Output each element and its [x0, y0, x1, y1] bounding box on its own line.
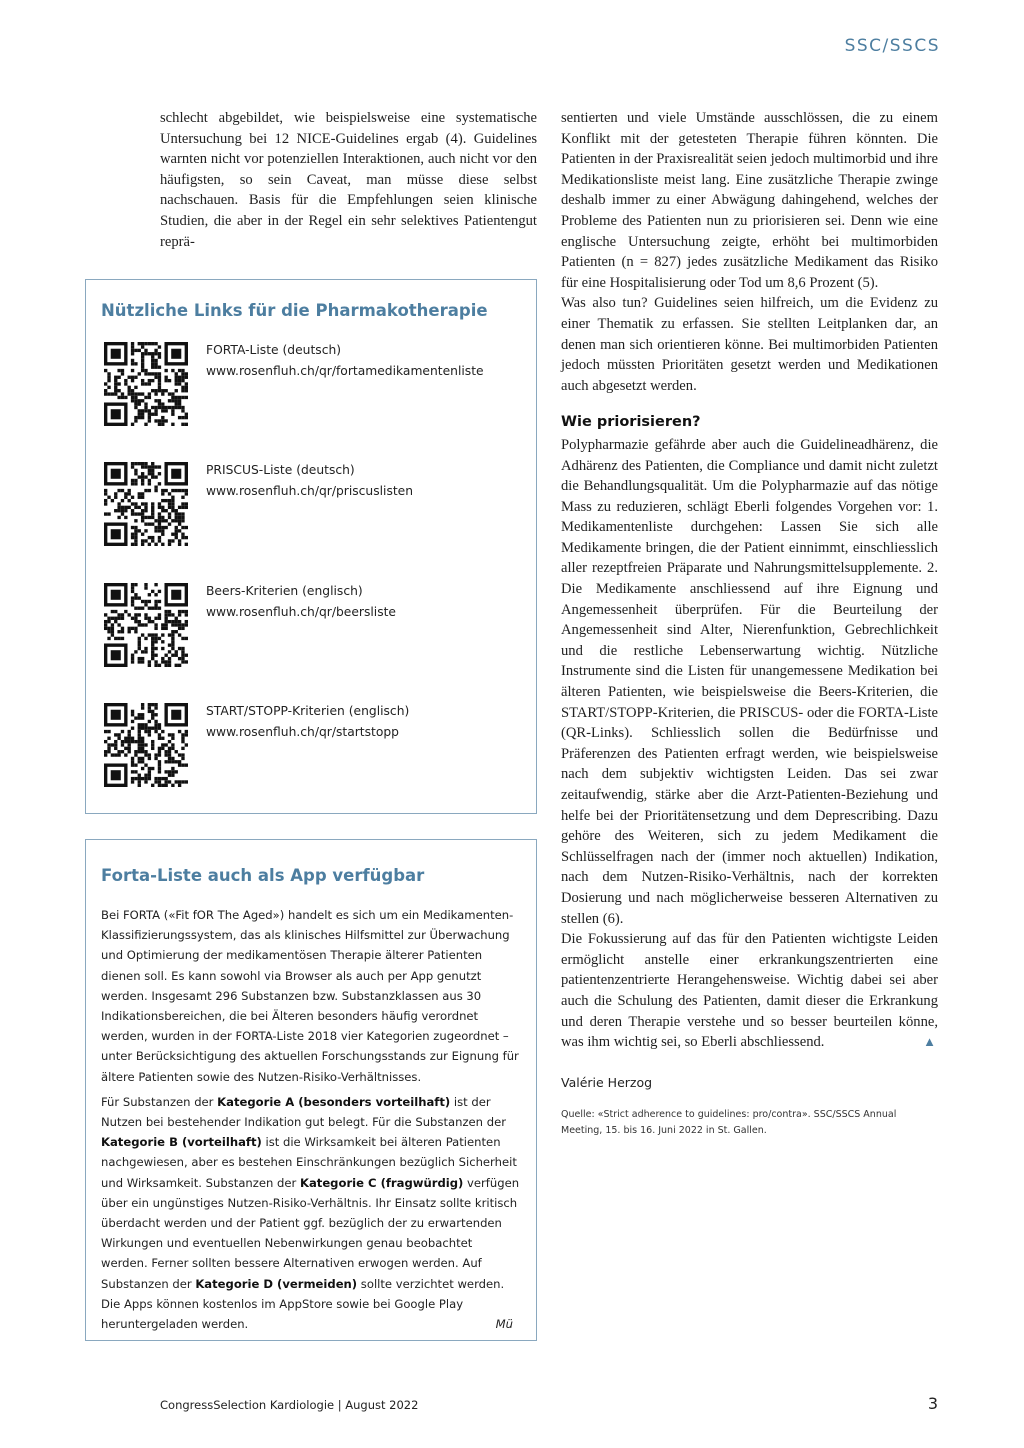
link-url[interactable]: www.rosenfluh.ch/qr/beersliste: [206, 604, 396, 619]
link-url[interactable]: www.rosenfluh.ch/qr/startstopp: [206, 724, 399, 739]
right-paragraph-3: Polypharmazie gefährde aber auch die Guidelineadhärenz, die Adhärenz des Patienten, die Compliance und damit nicht zuletzt die Behandlungsqualität. Um die Polypharmazie auf das nötige Mass zu reduzieren, schlägt Eberli folgendes Vorgehen vor: 1. Medikamentenliste durchgehen: Lassen Sie sich alle Medikamente bringen, die der Patient einnimmt, einschliesslich aller rezeptfreien Präparate und Nahrungsmittelsupplemente. 2. Die Medikamente anschliessend auf ihre Eignung und Angemessenheit überprüfen. Für die Beurteilung der Angemessenheit sind Alter, Nierenfunktion, Gebrechlichkeit und die restliche Lebenserwartung wichtig. Nützliche Instrumente sind die Listen für unangemessene Medikation bei älteren Patienten, wie beispielsweise die Beers-Kriterien, die START/STOPP-Kriterien, die PRISCUS- oder die FORTA-Liste (QR-Links). Schliesslich sollen die Bedürfnisse und Präferenzen des Patienten erfragt werden, wie beispielsweise nach dem subjektiv wichtigsten Leiden. Das sei zwar zeitaufwendig, stärke aber die Arzt-Patienten-Beziehung und helfe bei der Prioritätensetzung und dem Deprescribing. Dazu gehöre des Weiteren, sich zu jedem Medikament die Schlüsselfragen nach der (immer noch aktuellen) Indikation, nach dem Nutzen-Risiko-Verhältnis, nach der korrekten Dosierung und nach möglicherweise besseren Alternativen zu stellen (6).: [561, 436, 938, 927]
right-column: [561, 108, 938, 1139]
section-tag: SSC/SSCS: [844, 36, 940, 56]
footer-publication: CongressSelection Kardiologie | August 2022: [160, 1398, 419, 1412]
link-item[interactable]: [104, 583, 524, 673]
forta-paragraph-2: Für Substanzen der Kategorie A (besonders vorteilhaft) ist der Nutzen bei bestehender Indikation gut belegt. Für die Substanzen der Kategorie B (vorteilhaft) ist die Wirksamkeit bei älteren Patienten nachgewiesen, aber es bestehen Einschränkungen bezüglich Sicherheit und Wirksamkeit. Substanzen der Kategorie C (fragwürdig) verfügen über ein ungünstiges Nutzen-Risiko-Verhältnis. Ihr Einsatz sollte kritisch überdacht werden und der Patient ggf. bezüglich der zu erwartenden Wirkungen und eventuellen Nebenwirkungen genau beobachtet werden. Ferner sollten bessere Alternativen erwogen werden. Auf Substanzen der Kategorie D (vermeiden) sollte verzichtet werden. Die Apps können kostenlos im AppStore sowie bei Google Play heruntergeladen werden. Mü: [101, 1092, 521, 1334]
category-b: Kategorie B (vorteilhaft): [101, 1135, 262, 1150]
link-url[interactable]: www.rosenfluh.ch/qr/priscuslisten: [206, 483, 414, 498]
forta-paragraph-1: Bei FORTA («Fit fOR The Aged») handelt es sich um ein Medikamenten-Klassifizierungssystem, das als klinisches Hilfsmittel zur Überwachung und Optimierung der medikamentösen Therapie älterer Patienten dienen soll. Es kann sowohl via Browser als auch per App genutzt werden. Insgesamt 296 Substanzen bzw. Substanzklassen aus 30 Indikationsbereichen, die bei Älteren besonders häufig verordnet werden, wurden in der FORTA-Liste 2018 vier Kategorien zugeordnet – unter Berücksichtigung des aktuellen Forschungsstands zur Eignung für ältere Patienten sowie des Nutzen-Risiko-Verhältnisses.: [101, 908, 519, 1084]
page-number: 3: [927, 1394, 938, 1413]
category-d: Kategorie D (vermeiden): [195, 1276, 358, 1291]
source-note: Quelle: «Strict adherence to guidelines: pro/contra». SSC/SSCS Annual Meeting, 15. bis 16. Juni 2022 in St. Gallen.: [561, 1109, 897, 1137]
end-mark-icon: ▲: [923, 1034, 936, 1050]
link-item[interactable]: [104, 342, 524, 432]
link-url[interactable]: www.rosenfluh.ch/qr/fortamedikamentenliste: [206, 363, 484, 378]
link-label: START/STOPP-Kriterien (englisch): [206, 704, 410, 718]
signature: Mü: [495, 1317, 513, 1332]
category-c: Kategorie C (fragwürdig): [299, 1175, 464, 1190]
forta-box-body: [101, 905, 521, 1334]
link-item[interactable]: [104, 462, 524, 552]
forta-box: [85, 839, 537, 1341]
right-paragraph-4: Die Fokussierung auf das für den Patienten wichtigste Leiden ermöglicht anstelle einer erkrankungszentrierten eine patientenzentrierte Herangehensweise. Wichtig dabei sei aber auch die Schulung des Patienten, damit dieser die Erkrankung und deren Therapie verstehe und so besser beurteilen könne, was ihm wichtig sei, so Eberli abschliessend. ▲: [561, 929, 938, 1053]
link-item[interactable]: [104, 703, 524, 793]
qr-code-icon[interactable]: [104, 583, 188, 667]
links-box-title: Nützliche Links für die Pharmakotherapie: [101, 301, 488, 320]
forta-paragraph-3: Die Apps können kostenlos im AppStore sowie bei Google Play heruntergeladen werden.: [101, 1296, 464, 1332]
left-column-paragraph: schlecht abgebildet, wie beispielsweise eine systematische Untersuchung bei 12 NICE-Guidelines ergab (4). Guidelines warnten nicht vor potenziellen Interaktionen, auch nicht vor den häufigsten, so sein Caveat, man müsse diese selbst nachschauen. Basis für die Empfehlungen seien klinische Studien, die aber in der Regel ein sehr selektives Patientengut reprä-: [160, 110, 537, 250]
qr-code-icon[interactable]: [104, 342, 188, 426]
qr-code-icon[interactable]: [104, 703, 188, 787]
subheading: Wie priorisieren?: [561, 414, 701, 431]
link-label: PRISCUS-Liste (deutsch): [206, 463, 355, 477]
category-a: Kategorie A (besonders vorteilhaft): [217, 1094, 451, 1109]
forta-box-title: Forta-Liste auch als App verfügbar: [101, 866, 425, 885]
link-label: FORTA-Liste (deutsch): [206, 343, 342, 357]
right-paragraph-2: Was also tun? Guidelines seien hilfreich, um die Evidenz zu einer Thematik zu erfassen. Sie stellten Leitplanken dar, an denen man sich orientieren könne. Bei multimorbiden Patienten jedoch müssten Prioritäten gesetzt werden und Medikationen auch abgesetzt werden.: [561, 295, 938, 394]
link-label: Beers-Kriterien (englisch): [206, 584, 363, 598]
qr-code-icon[interactable]: [104, 462, 188, 546]
links-box: [85, 279, 537, 814]
author: Valérie Herzog: [561, 1074, 653, 1090]
right-paragraph-1: sentierten und viele Umstände ausschlössen, die zu einem Konflikt mit der getesteten Therapie führen könnten. Die Patienten in der Praxisrealität seien jedoch multimorbid und ihre Medikationsliste meist lang. Eine zusätzliche Therapie zwinge deshalb immer zu einer Abwägung dahingehend, welches der Probleme des Patienten nun zu priorisieren sei. Denn wie eine englische Untersuchung zeigte, erhöht bei multimorbiden Patienten (n = 827) jedes zusätzliche Medikament das Risiko für eine Hospitalisierung oder Tod um 8,6 Prozent (5).: [561, 110, 938, 291]
